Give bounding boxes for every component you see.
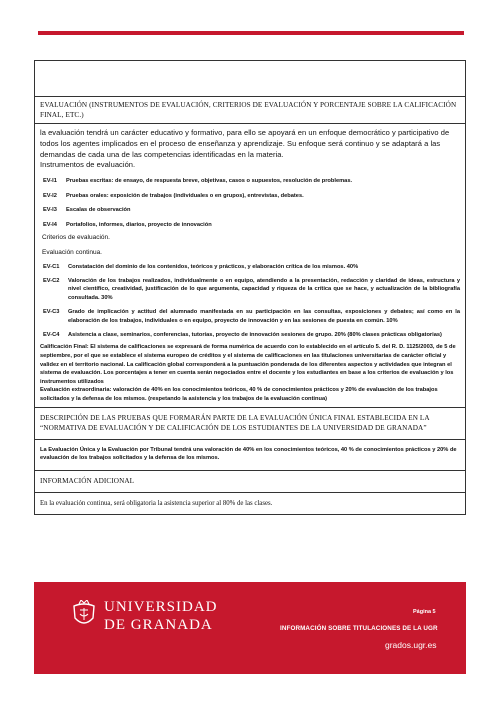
evaluation-body: [35, 124, 465, 408]
criterion-code: EV-C1: [43, 263, 60, 270]
instrument-item: [40, 177, 460, 186]
instrument-item: [40, 221, 460, 230]
single-eval-header: DESCRIPCIÓN DE LAS PRUEBAS QUE FORMARÁN PARTE DE LA EVALUACIÓN ÚNICA FINAL ESTABLECIDA EN LA “NORMATIVA DE EVALUACIÓN Y DE CALIFICACIÓN DE LOS ESTUDIANTES DE LA UNIVERSIDAD DE GRANADA”: [35, 408, 465, 439]
final-grade-text: Calificación Final: El sistema de calificaciones se expresará de forma numérica de acuerdo con lo establecido en el artículo 5. del R. D. 1125/2003, de 5 de septiembre, por el que se establece el sistema europeo de créditos y el sistema de calificaciones en las titulaciones universitarias de carácter oficial y validez en el territorio nacional. La calificación global corresponderá a la puntuación ponderada de los diferentes aspectos y actividades que integran el sistema de evaluación. Los porcentajes a tener en cuenta serán negociados entre el docente y los estudiantes en base a los criterios de evaluación y los instrumentos utilizados: [40, 344, 456, 385]
criterion-item: [40, 263, 460, 272]
instrument-text: Escalas de observación: [66, 207, 131, 214]
single-eval-text: La Evaluación Única y la Evaluación por Tribunal tendrá una valoración de 40% en los conocimientos teóricos, 40 % de conocimientos prácticos y 20% de evaluación de los trabajos solicitados y la defensa de los mismos.: [40, 446, 457, 462]
criterion-item: [40, 308, 460, 326]
criterion-text: Constatación del dominio de los contenidos, teóricos y prácticos, y elaboración crítica de los mismos. 40%: [68, 263, 359, 270]
top-accent-bar: [38, 31, 464, 35]
instrument-text: Pruebas orales: exposición de trabajos (individuales o en grupos), entrevistas, debates.: [66, 192, 304, 199]
criterion-code: EV-C3: [43, 309, 60, 315]
instrument-code: EV-I4: [43, 221, 57, 228]
continuous-title: Evaluación continua.: [42, 248, 102, 256]
criterion-text: Grado de implicación y actitud del alumnado manifestada en su participación en las consultas, exposiciones y debates; así como en la elaboración de los trabajos, individuales o en equipo, proyecto de innovación y en las sesiones de puesta en común. 10%: [68, 309, 460, 324]
instrument-item: [40, 206, 460, 215]
footer-info: INFORMACIÓN SOBRE TITULACIONES DE LA UGR: [280, 625, 438, 632]
criterion-item: [40, 331, 460, 340]
evaluation-intro: la evaluación tendrá un carácter educativo y formativo, para ello se apoyará en un enfoque democrático y participativo de todos los agentes implicados en el proceso de enseñanza y aprendizaje. Su enfoque será continuo y se adaptará a las demandas de cada una de las competencias identificadas en la materia.: [40, 128, 450, 159]
university-name-line1: UNIVERSIDAD: [104, 599, 218, 615]
additional-info-text: En la evaluación continua, será obligatoria la asistencia superior al 80% de las clases.: [40, 499, 273, 507]
criterion-item: [40, 277, 460, 303]
extraordinary-text: Evaluación extraordinaria: valoración de 40% en los conocimientos teóricos, 40 % de conocimientos prácticos y 20% de evaluación de los trabajos solicitados y la defensa de los mismos. (respetando la asistencia y los trabajos de la evaluación continua): [40, 387, 438, 402]
instrument-item: [40, 192, 460, 201]
instrument-text: Portafolios, informes, diarios, proyecto de innovación: [66, 221, 212, 228]
instrument-code: EV-I1: [43, 178, 57, 184]
university-crest-icon: [72, 600, 96, 630]
additional-info-header: INFORMACIÓN ADICIONAL: [35, 471, 465, 493]
instrument-code: EV-I2: [43, 192, 57, 199]
criteria-title: Criterios de evaluación.: [42, 234, 110, 242]
instrument-text: Pruebas escritas: de ensayo, de respuesta breve, objetivas, casos o supuestos, resolución de problemas.: [66, 178, 353, 184]
page-number: Página 5: [413, 609, 436, 615]
instrument-code: EV-I3: [43, 207, 57, 214]
criterion-text: Valoración de los trabajos realizados, individualmente o en equipo, atendiendo a la presentación, redacción y claridad de ideas, estructura y nivel científico, creatividad, justificación de lo que argumenta, capacidad y riqueza de la crítica que se hace, y actualización de la bibliografía consultada. 30%: [68, 277, 460, 302]
university-name-line2: DE GRANADA: [104, 617, 213, 633]
instruments-title: Instrumentos de evaluación.: [40, 160, 136, 170]
evaluation-header: EVALUACIÓN (INSTRUMENTOS DE EVALUACIÓN, CRITERIOS DE EVALUACIÓN Y PORCENTAJE SOBRE LA CALIFICACIÓN FINAL, ETC.): [35, 97, 465, 124]
single-eval-body: [35, 440, 465, 471]
guide-table: [34, 60, 466, 515]
footer-site-link[interactable]: grados.ugr.es: [385, 640, 437, 650]
criterion-code: EV-C2: [43, 277, 60, 284]
criterion-code: EV-C4: [43, 331, 60, 338]
criterion-text: Asistencia a clase, seminarios, conferencias, tutorías, proyecto de innovación sesiones de grupo. 20% (80% clases prácticas obligatorias): [68, 331, 442, 338]
empty-row: [35, 61, 465, 97]
